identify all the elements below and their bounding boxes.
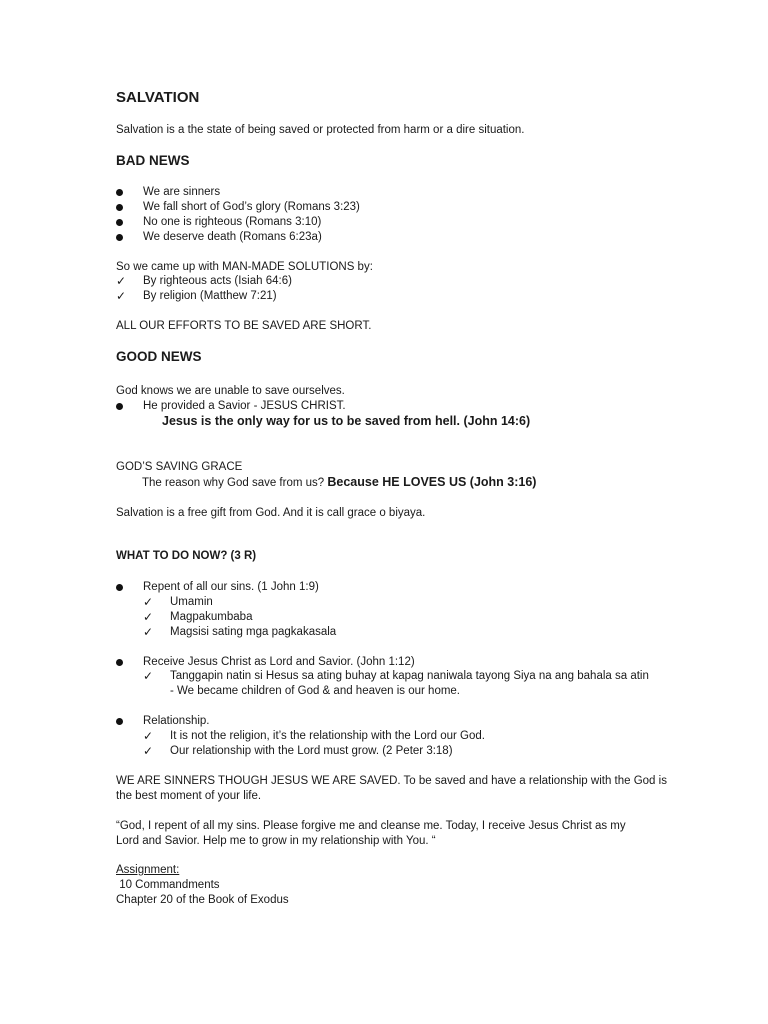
efforts-conclusion: ALL OUR EFFORTS TO BE SAVED ARE SHORT. bbox=[116, 320, 372, 332]
what-to-do-heading: WHAT TO DO NOW? (3 R) bbox=[116, 550, 257, 562]
bullet-icon bbox=[116, 219, 123, 226]
checkmark-icon: ✓ bbox=[116, 274, 127, 288]
good-news-heading: GOOD NEWS bbox=[116, 349, 202, 364]
bullet-icon bbox=[116, 403, 123, 410]
emphasis-line: Jesus is the only way for us to be saved from hell. (John 14:6) bbox=[162, 414, 531, 428]
closing-line-2: the best moment of your life. bbox=[116, 790, 262, 802]
document-title: SALVATION bbox=[116, 89, 200, 106]
free-gift-paragraph: Salvation is a free gift from God. And it is call grace o biyaya. bbox=[116, 507, 426, 519]
bullet-icon bbox=[116, 659, 123, 666]
intro-paragraph: Salvation is a the state of being saved or protected from harm or a dire situation. bbox=[116, 124, 525, 136]
grace-heading: GOD’S SAVING GRACE bbox=[116, 461, 243, 473]
document-page: SALVATION Salvation is a the state of being saved or protected from harm or a dire situation. BAD NEWS We are sinners We fall short of God’s glory (Romans 3:23) No one is righteous (Romans 3:10) We deserve death (Romans 6:23a) So we came up with MAN-MADE SOLUTIONS by: ✓ By righteous acts (Isiah 64:6) ✓ By religion (Matthew 7:21) ALL OUR EFFORTS TO BE SAVED ARE SHORT. GOOD NEWS God knows we are unable to save ourselves. He provided a Savior - JESUS CHRIST. Jesus is the only way for us to be saved from hell. (John 14:6) GOD’S SAVING GRACE The reason why God save from us? Because HE LOVES US (John 3:16) Salvation is a free gift from God. And it is call grace o biyaya. WHAT TO DO NOW? (3 R) Repent of all our sins. (1 John 1:9) ✓ Umamin ✓ Magpakumbaba ✓ Magsisi sating mga pagkakasala Receive Jesus Christ as Lord and Savior. (John 1:12) ✓ Tanggapin natin si Hesus sa ating buhay at kapag naniwala tayong Siya na ang bahala sa atin - We became children of God & and heaven is our home. Relationship. ✓ It is not the religion, it’s the relationship with the Lord our God. ✓ Our relationship with the Lord must grow. (2 Peter 3:18) WE ARE SINNERS THOUGH JESUS WE ARE SAVED. To be saved and have a relationship with the God is the best moment of your life. “God, I repent of all my sins. Please forgive me and cleanse me. Today, I receive Jesus Christ as my Lord and Savior. Help me to grow in my relationship with You. “ Assignment: 10 Commandments Chapter 20 of the Book of Exodus bbox=[116, 89, 667, 906]
checkmark-icon: ✓ bbox=[116, 289, 127, 303]
prayer-line-1: “God, I repent of all my sins. Please forgive me and cleanse me. Today, I receive Jesus Christ as my bbox=[116, 820, 626, 832]
bullet-icon bbox=[116, 584, 123, 591]
bad-news-heading: BAD NEWS bbox=[116, 153, 190, 168]
bullet-icon bbox=[116, 204, 123, 211]
checkmark-icon: ✓ bbox=[143, 744, 154, 758]
bullet-icon bbox=[116, 718, 123, 725]
checkmark-icon: ✓ bbox=[143, 610, 154, 624]
assignment-line-1: 10 Commandments bbox=[116, 879, 220, 891]
prayer-line-2: Lord and Savior. Help me to grow in my relationship with You. “ bbox=[116, 835, 436, 847]
continuation-line: - We became children of God & and heaven is our home. bbox=[170, 685, 461, 697]
checkmark-icon: ✓ bbox=[143, 625, 154, 639]
grace-reason: The reason why God save from us? Because HE LOVES US (John 3:16) bbox=[142, 475, 537, 489]
good-news-intro: God knows we are unable to save ourselves. bbox=[116, 385, 345, 397]
solutions-intro: So we came up with MAN-MADE SOLUTIONS by: bbox=[116, 261, 373, 273]
checkmark-icon: ✓ bbox=[143, 729, 154, 743]
bullet-icon bbox=[116, 189, 123, 196]
checkmark-icon: ✓ bbox=[143, 669, 154, 683]
assignment-line-2: Chapter 20 of the Book of Exodus bbox=[116, 894, 289, 906]
assignment-heading: Assignment: bbox=[116, 864, 180, 876]
checkmark-icon: ✓ bbox=[143, 595, 154, 609]
closing-line-1: WE ARE SINNERS THOUGH JESUS WE ARE SAVED. To be saved and have a relationship with the God is bbox=[116, 775, 667, 787]
bullet-icon bbox=[116, 234, 123, 241]
